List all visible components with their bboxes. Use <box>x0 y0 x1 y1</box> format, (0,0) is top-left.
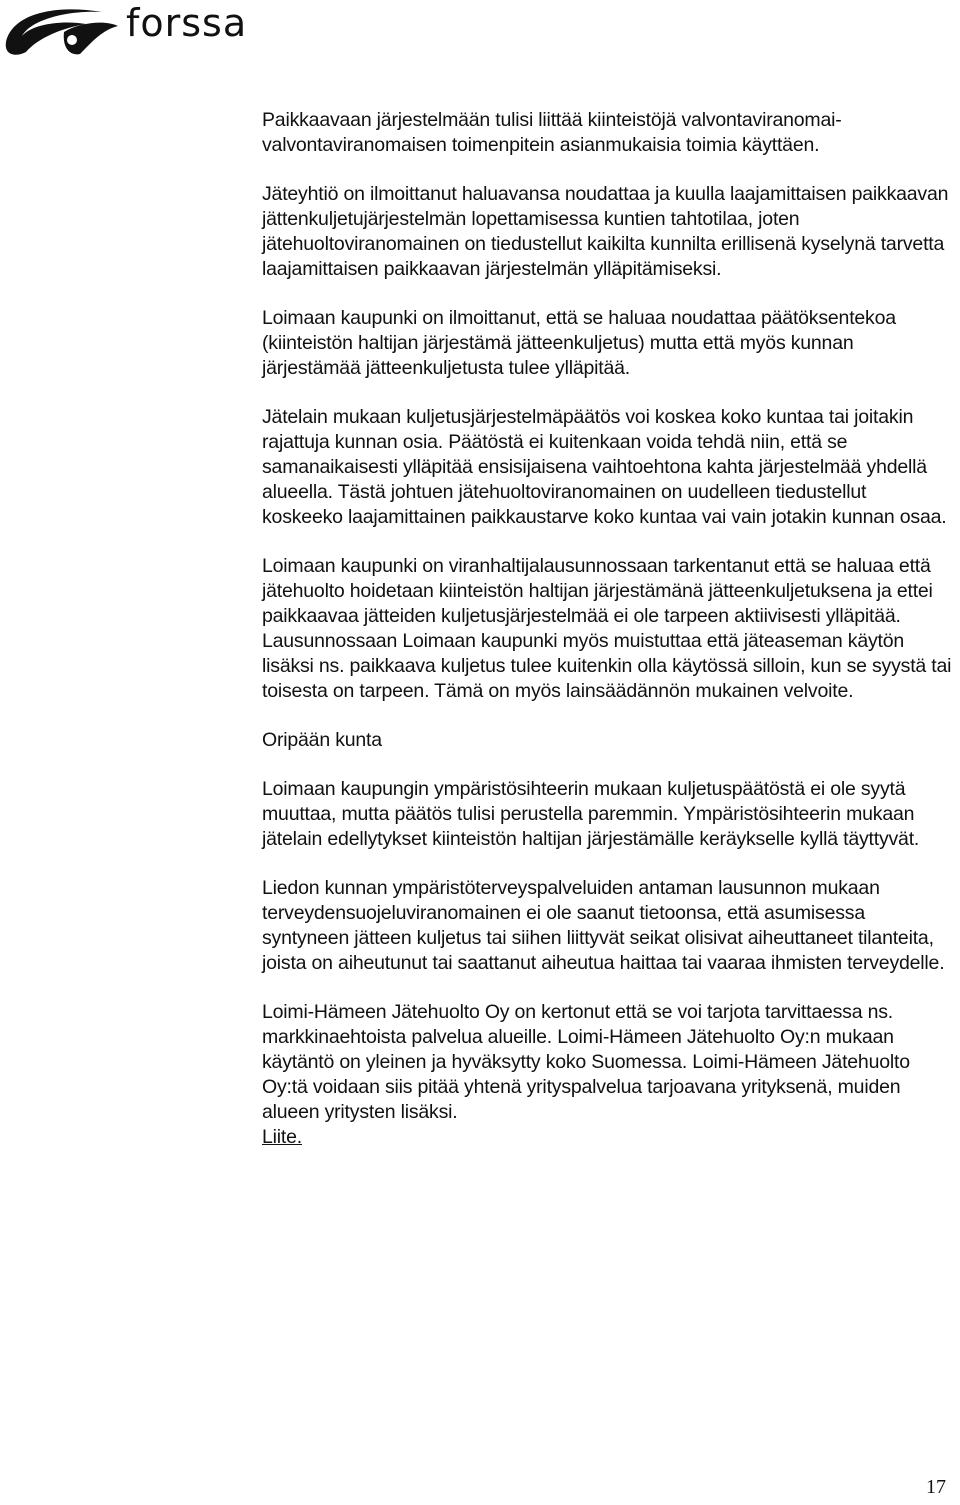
paragraph: Loimi-Hämeen Jätehuolto Oy on kertonut että se voi tarjota tarvittaessa ns. markkinaehtoista palvelua alueille. Loimi-Hämeen Jätehuolto Oy:n mukaan käytäntö on yleinen ja hyväksytty koko Suomessa. Loimi-Hämeen Jätehuolto Oy:tä voidaan siis pitää yhtenä yrityspalvelua tarjoavana yrityksenä, muiden alueen yritysten lisäksi. <box>262 1001 910 1123</box>
forssa-swoosh-logo-icon <box>2 2 120 58</box>
paragraph: Loimaan kaupunki on viranhaltijalausunnossaan tarkentanut että se haluaa että jätehuolto hoidetaan kiinteistön haltijan järjestämänä jätteenkuljetuksena ja ettei paikkaavaa jätteiden kuljetusjärjestelmää ei ole tarpeen aktiivisesti ylläpitää. Lausunnossaan Loimaan kaupunki myös muistuttaa että jäteaseman käytön lisäksi ns. paikkaava kuljetus tulee kuitenkin olla käytössä silloin, kun se syystä tai toisesta on tarpeen. Tämä on myös lainsäädännön mukainen velvoite. <box>262 555 952 702</box>
section-heading: Oripään kunta <box>262 729 382 751</box>
attachment-link[interactable]: Liite. <box>262 1126 302 1148</box>
paragraph: Liedon kunnan ympäristöterveyspalveluiden antaman lausunnon mukaan terveydensuojeluviranomainen ei ole saanut tietoonsa, että asumisessa syntyneen jätteen kuljetus tai siihen liittyvät seikat olisivat aiheuttaneet tilanteita, joista on aiheutunut tai saattanut aiheutua haittaa tai vaaraa ihmisten terveydelle. <box>262 877 945 974</box>
logo-text: forssa <box>126 1 248 45</box>
paragraph: Jäteyhtiö on ilmoittanut haluavansa noudattaa ja kuulla laajamittaisen paikkaavan jättenkuljetujärjestelmän lopettamisessa kuntien tahtotilaa, joten jätehuoltoviranomainen on tiedustellut kaikilta kunnilta erillisenä kyselynä tarvetta laajamittaisen paikkaavan järjestelmän ylläpitämiseksi. <box>262 183 949 280</box>
paragraph: Loimaan kaupunki on ilmoittanut, että se haluaa noudattaa päätöksentekoa (kiinteistön haltijan järjestämä jätteenkuljetus) mutta että myös kunnan järjestämää jätteenkuljetusta tulee ylläpitää. <box>262 307 896 379</box>
paragraph: Paikkaavaan järjestelmään tulisi liittää kiinteistöjä valvontaviranomai-valvontaviranomaisen toimenpitein asianmukaisia toimia käyttäen. <box>262 109 842 156</box>
document-body <box>262 108 952 1174</box>
paragraph: Loimaan kaupungin ympäristösihteerin mukaan kuljetuspäätöstä ei ole syytä muuttaa, mutta päätös tulisi perustella paremmin. Ympäristösihteerin mukaan jätelain edellytykset kiinteistön haltijan järjestämälle keräykselle kyllä täyttyvät. <box>262 778 920 850</box>
page-number: 17 <box>926 1476 946 1498</box>
paragraph: Jätelain mukaan kuljetusjärjestelmäpäätös voi koskea koko kuntaa tai joitakin rajattuja kunnan osia. Päätöstä ei kuitenkaan voida tehdä niin, että se samanaikaisesti ylläpitää ensisijaisena vaihtoehtona kahta järjestelmää yhdellä alueella. Tästä johtuen jätehuoltoviranomainen on uudelleen tiedustellut koskeeko laajamittainen paikkaustarve koko kuntaa vai vain jotakin kunnan osaa. <box>262 406 947 528</box>
forssa-logo <box>2 1 248 58</box>
